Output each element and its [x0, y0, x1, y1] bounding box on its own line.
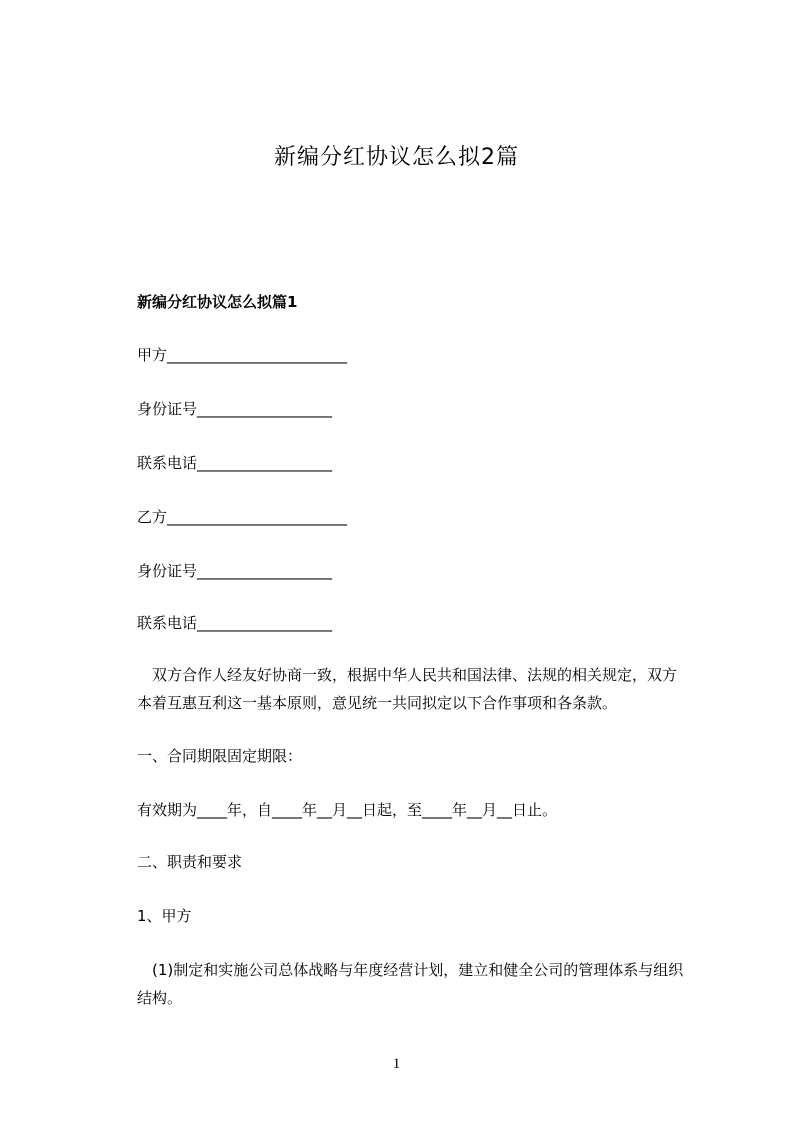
clause-2-item-1-line-2: 结构。	[137, 989, 183, 1007]
party-a-id-field: 身份证号__________________	[137, 400, 333, 418]
section-heading: 新编分红协议怎么拟篇1	[137, 293, 298, 311]
document-title: 新编分红协议怎么拟2篇	[274, 145, 519, 170]
party-a-phone-field: 联系电话__________________	[137, 454, 333, 472]
party-b-field: 乙方________________________	[137, 508, 348, 526]
clause-2-heading: 二、职责和要求	[137, 853, 243, 871]
intro-paragraph-line-1: 双方合作人经友好协商一致，根据中华人民共和国法律、法规的相关规定，双方	[137, 666, 678, 684]
clause-1-text: 有效期为____年，自____年__月__日起，至____年__月__日止。	[137, 801, 558, 819]
clause-2-subheading: 1、甲方	[137, 907, 192, 925]
intro-paragraph-line-2: 本着互惠互利这一基本原则，意见统一共同拟定以下合作事项和各条款。	[137, 694, 618, 712]
page-number: 1	[392, 1056, 401, 1072]
party-b-id-field: 身份证号__________________	[137, 562, 333, 580]
party-a-field: 甲方________________________	[137, 346, 348, 364]
clause-2-item-1-line-1: (1)制定和实施公司总体战略与年度经营计划，建立和健全公司的管理体系与组织	[137, 961, 684, 979]
clause-1-heading: 一、合同期限固定期限：	[137, 747, 303, 765]
party-b-phone-field: 联系电话__________________	[137, 614, 333, 632]
